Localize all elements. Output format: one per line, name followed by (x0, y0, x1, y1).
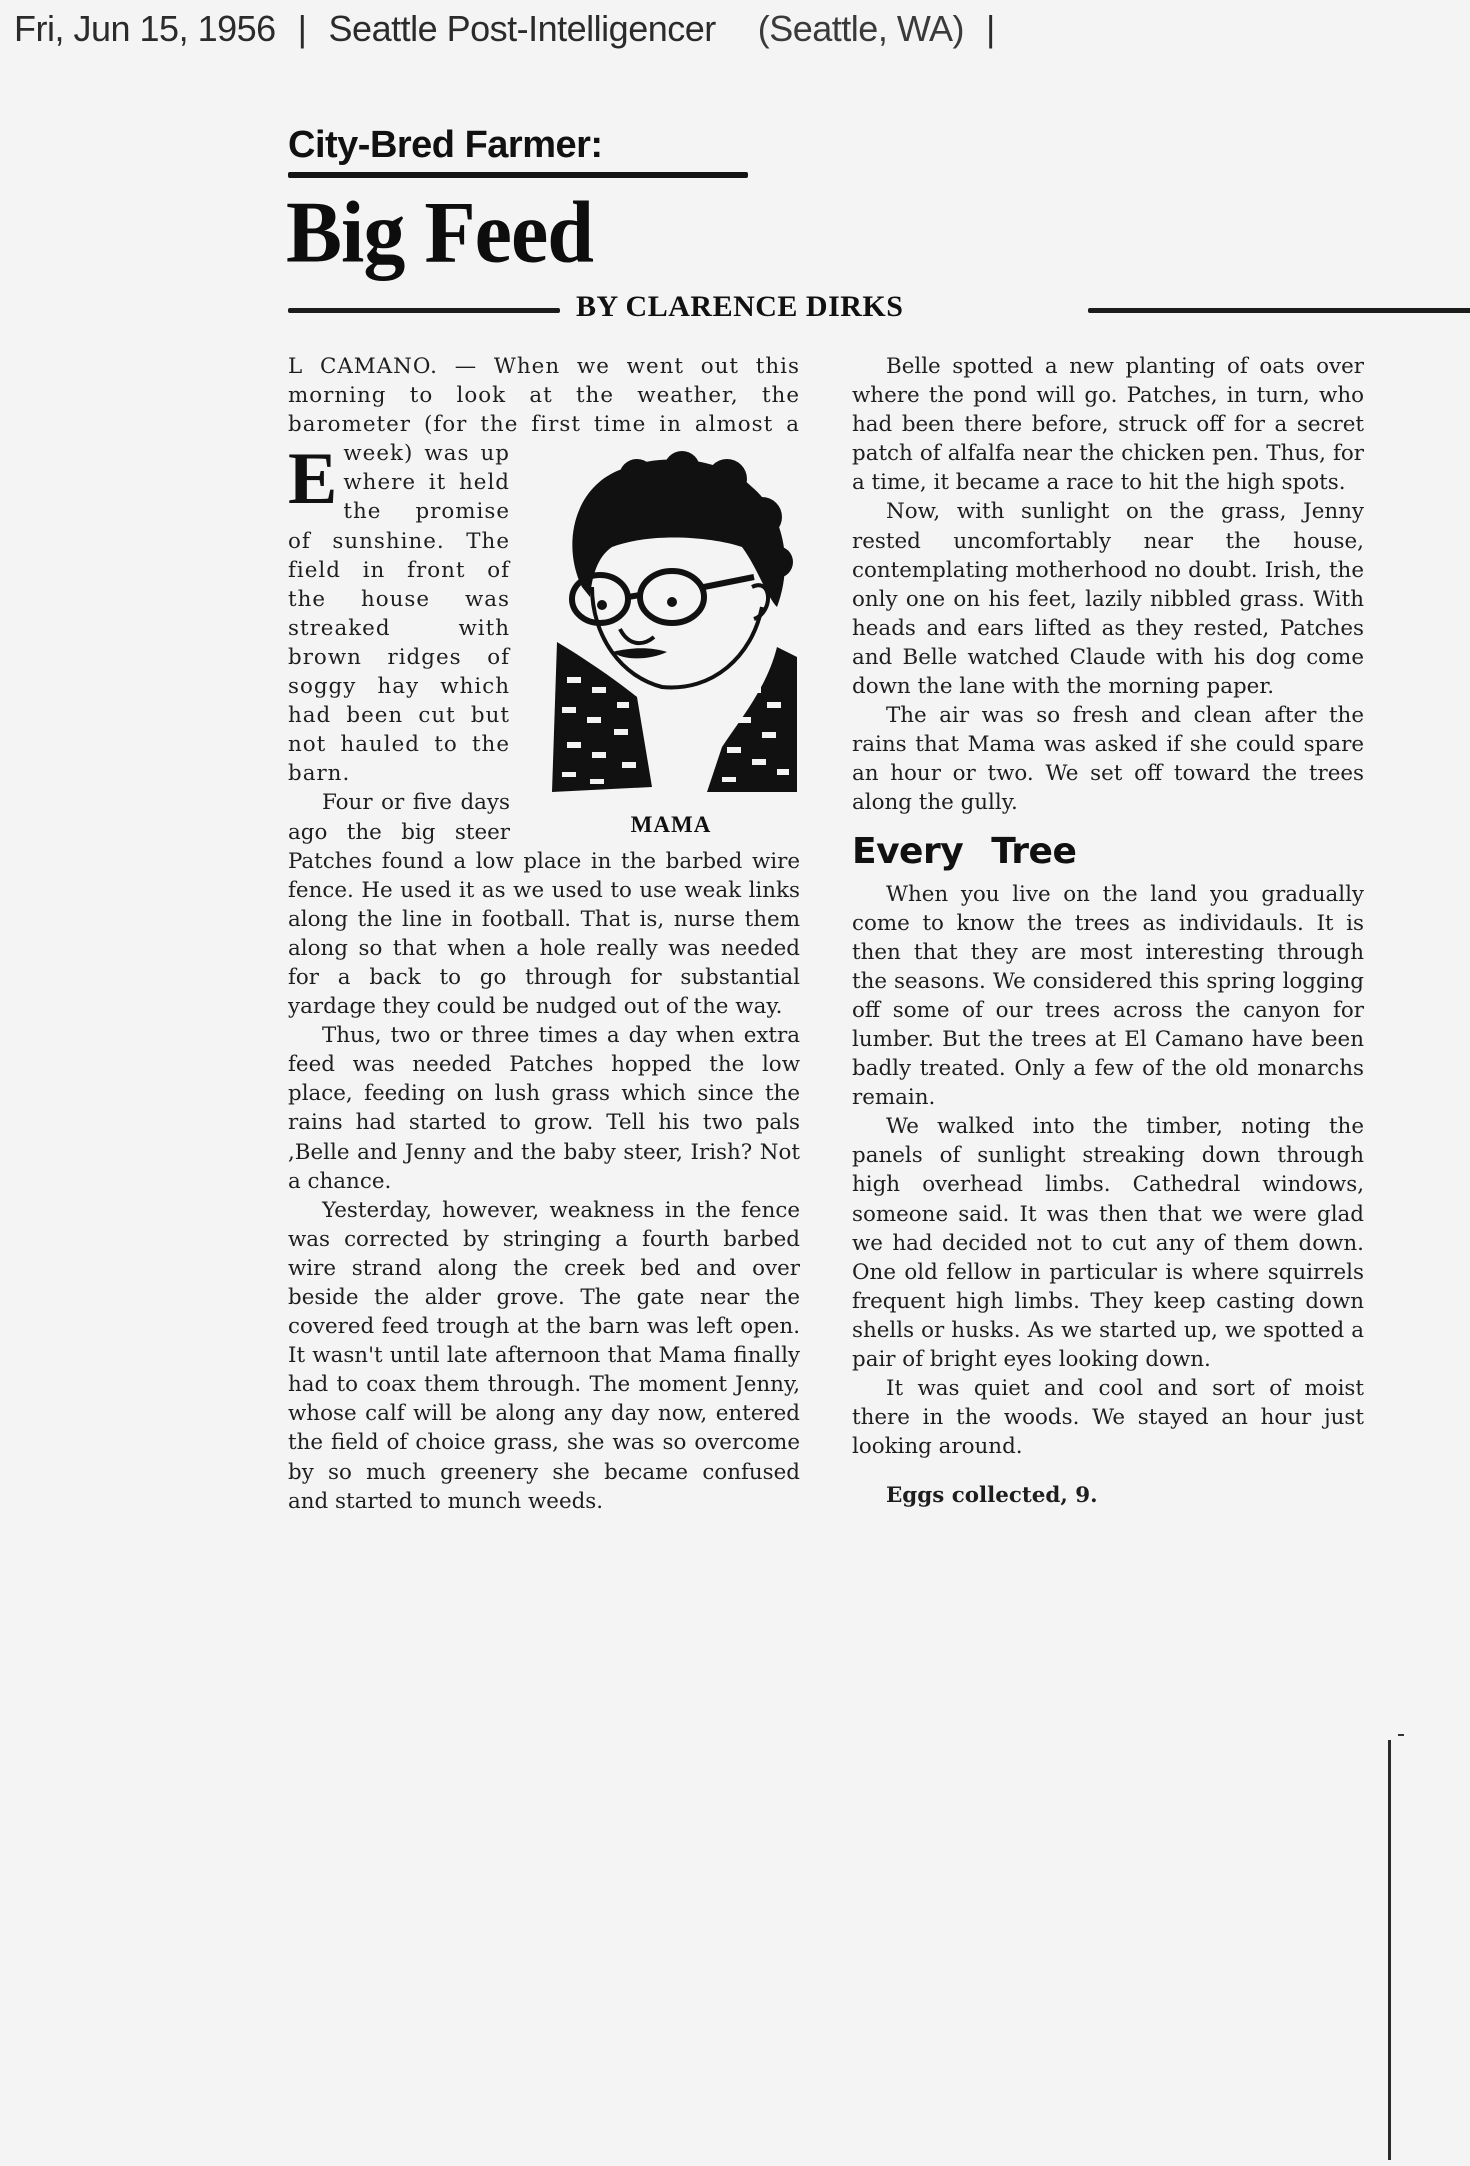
byline-block (288, 290, 1368, 330)
drop-cap: E (288, 438, 338, 520)
section-subhead (852, 830, 1364, 874)
portrait-caption: MAMA (630, 811, 712, 837)
body-paragraph: When you live on the land you gradually come to know the trees as individauls. It is then that they are most interesting through the seasons. We considered this spring logging off some of our trees across the canyon for lumber. But the trees at El Camano have been badly treated. Only a few of the old monarchs remain. (852, 881, 1364, 1111)
subhead-word: Tree (991, 830, 1077, 872)
body-paragraph: The air was so fresh and clean after the rains that Mama was asked if she could spare an hour or two. We set off toward the trees along the gully. (852, 703, 1364, 816)
publication-name: Seattle Post-Intelligencer (328, 8, 716, 49)
article-signoff: Eggs collected, 9. (886, 1483, 1098, 1509)
article-column-left (288, 352, 800, 1516)
portrait-sketch-icon (542, 447, 800, 807)
kicker-underline (288, 172, 748, 178)
article-column-right (852, 352, 1364, 1510)
lead-text: L CAMANO. — When we went out this morning to look at the weather, the barometer (for the first time in almost a week) was up where it held the promise of sunshine. The field in front of the house was streaked with brown ridges of soggy hay which had been cut but not hauled to the barn. (288, 354, 800, 787)
column-margin-rule (1388, 1740, 1391, 2160)
body-paragraph: Now, with sunlight on the grass, Jenny rested uncomfortably near the house, contemplating motherhood no doubt. Irish, the only one on his feet, lazily nibbled grass. With heads and ears lifted as they rested, Patches and Belle watched Claude with his dog come down the lane with the morning paper. (852, 499, 1364, 700)
column-kicker: City-Bred Farmer: (288, 124, 603, 166)
body-paragraph: Yesterday, however, weakness in the fence was corrected by stringing a fourth barbed wire strand along the creek bed and over beside the alder grove. The gate near the covered feed trough at the barn was left open. It wasn't until late afternoon that Mama finally had to coax them through. The moment Jenny, whose calf will be along any day now, entered the field of choice grass, she was so overcome by so much greenery she became confused and started to munch weeds. (288, 1197, 800, 1514)
body-paragraph: Four or five days ago the big steer Patches found a low place in the barbed wire fence. He used it as we used to use weak links along the line in football. That is, nurse them along so that when a hole really was needed for a back to go through for substantial yardage they could be nudged out of the way. (288, 790, 800, 1020)
face-outline (592, 587, 762, 687)
byline-rule-left (288, 308, 560, 313)
masthead (14, 8, 1017, 50)
body-paragraph: Belle spotted a new planting of oats over where the pond will go. Patches, in turn, who had been there before, struck off for a secret patch of alfalfa near the chicken pen. Thus, for a time, it became a race to hit the high spots. (852, 354, 1364, 496)
portrait-illustration (542, 447, 800, 839)
body-paragraph: We walked into the timber, noting the panels of sunlight streaking down through high overhead limbs. Cathedral windows, someone said. It was then that we were glad we had decided not to cut any of them down. One old fellow in particular is where squirrels frequent high limbs. They keep casting down shells or husks. As we started up, we spotted a pair of bright eyes looking down. (852, 1114, 1364, 1372)
article-headline: Big Feed (286, 183, 593, 282)
publication-location: (Seattle, WA) (757, 8, 964, 49)
byline: BY CLARENCE DIRKS (576, 290, 904, 323)
masthead-trailing-separator: | (985, 8, 995, 49)
dress-left (552, 642, 652, 792)
margin-mark (1398, 1734, 1404, 1736)
body-paragraph: Thus, two or three times a day when extra feed was needed Patches hopped the low place, feeding on lush grass which since the rains had started to grow. Tell his two pals ,Belle and Jenny and the baby steer, Irish? Not a chance. (288, 1023, 800, 1194)
body-paragraph: It was quiet and cool and sort of moist there in the woods. We stayed an hour just looking around. (852, 1376, 1364, 1460)
subhead-word: Every (852, 830, 964, 872)
publication-date: Fri, Jun 15, 1956 (14, 8, 276, 49)
masthead-separator: | (297, 8, 307, 49)
byline-rule-right (1088, 308, 1470, 313)
